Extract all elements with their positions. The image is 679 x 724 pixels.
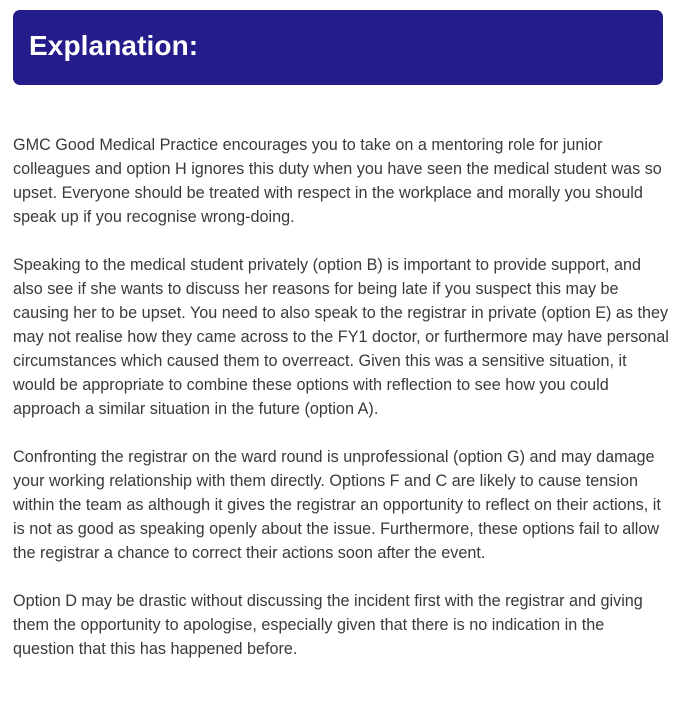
- explanation-title: Explanation:: [29, 30, 199, 61]
- explanation-paragraph-option-d: Option D may be drastic without discussing the incident first with the registrar and giving them the opportunity to apologise, especially given that there is no indication in the question that this has happened before.: [13, 592, 643, 658]
- explanation-paragraph-mentoring: GMC Good Medical Practice encourages you to take on a mentoring role for junior colleagues and option H ignores this duty when you have seen the medical student was so upset. Everyone should be treated with respect in the workplace and morally you should speak up if you recognise wrong-doing.: [13, 136, 662, 226]
- explanation-paragraph-confrontation: Confronting the registrar on the ward round is unprofessional (option G) and may damage your working relationship with them directly. Options F and C are likely to cause tension within the team as although it gives the registrar an opportunity to reflect on their actions, it is not as good as speaking openly about the issue. Furthermore, these options fail to allow the registrar a chance to correct their actions soon after the event.: [13, 448, 661, 562]
- explanation-paragraph-private-discussion: Speaking to the medical student privately (option B) is important to provide support, and also see if she wants to discuss her reasons for being late if you suspect this may be causing her to be upset. You need to also speak to the registrar in private (option E) as they may not realise how they came across to the FY1 doctor, or furthermore may have personal circumstances which caused them to overreact. Given this was a sensitive situation, it would be appropriate to combine these options with reflection to see how you could approach a similar situation in the future (option A).: [13, 256, 669, 418]
- explanation-header: [13, 10, 663, 85]
- explanation-body: [13, 133, 669, 685]
